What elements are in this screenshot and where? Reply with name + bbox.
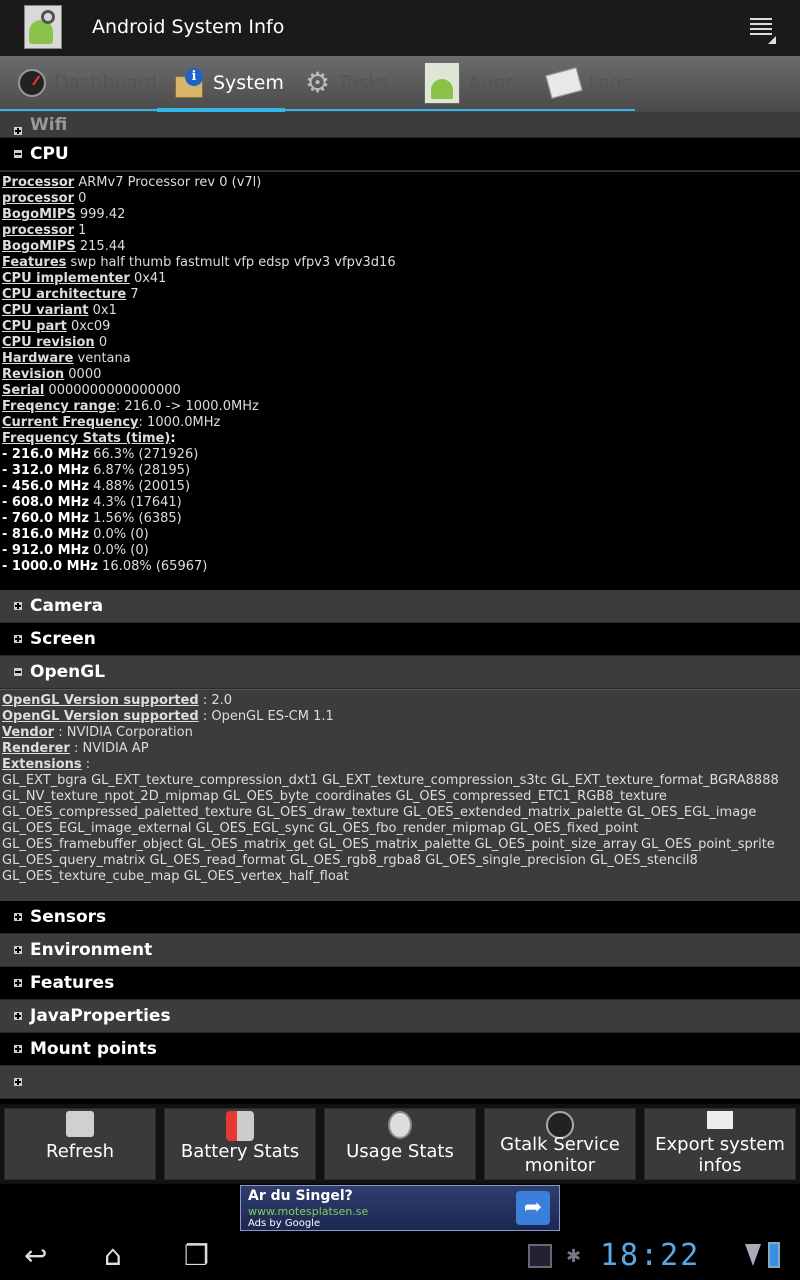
system-info-list[interactable] bbox=[0, 112, 800, 1104]
section-title: OpenGL bbox=[30, 662, 106, 682]
info-row bbox=[2, 367, 798, 383]
section-title: Wifi bbox=[30, 115, 68, 135]
info-key: Freqency range bbox=[2, 399, 116, 414]
info-value: 0000 bbox=[68, 367, 102, 382]
info-key: Extensions bbox=[2, 757, 82, 772]
info-row bbox=[2, 709, 798, 725]
info-key: CPU part bbox=[2, 319, 67, 334]
extensions-list: GL_EXT_bgra GL_EXT_texture_compression_dxt1 GL_EXT_texture_compression_s3tc GL_EXT_texture_format_BGRA8888 GL_NV_texture_npot_2D_mipmap GL_OES_byte_coordinates GL_OES_compressed_ETC1_RGB8_texture GL_OES_compressed_paletted_texture GL_OES_draw_texture GL_OES_extended_matrix_palette GL_OES_EGL_image GL_OES_EGL_image_external GL_OES_EGL_sync GL_OES_fbo_render_mipmap GL_OES_fixed_point GL_OES_framebuffer_object GL_OES_matrix_get GL_OES_matrix_palette GL_OES_point_size_array GL_OES_point_sprite GL_OES_query_matrix GL_OES_read_format GL_OES_rgb8_rgba8 GL_OES_single_precision GL_OES_stencil8 GL_OES_texture_cube_map GL_OES_vertex_half_float bbox=[2, 773, 779, 884]
ad-headline: Ar du Singel? bbox=[248, 1188, 353, 1204]
info-value: ventana bbox=[77, 351, 131, 366]
tab-bar bbox=[0, 56, 800, 112]
section-cpu[interactable] bbox=[0, 138, 800, 171]
info-value: 66.3% (271926) bbox=[93, 447, 199, 462]
button-label: Refresh bbox=[46, 1141, 114, 1162]
ad-banner[interactable] bbox=[240, 1185, 560, 1231]
action-bar bbox=[0, 0, 800, 56]
usage-stats-button[interactable] bbox=[324, 1108, 476, 1180]
tab-system[interactable] bbox=[157, 56, 285, 110]
tab-label: Apps bbox=[468, 72, 516, 94]
info-key: CPU implementer bbox=[2, 271, 130, 286]
info-row bbox=[2, 463, 798, 479]
section-title: Mount points bbox=[30, 1039, 157, 1059]
info-row bbox=[2, 335, 798, 351]
info-row bbox=[2, 447, 798, 463]
info-value: : bbox=[81, 757, 91, 772]
logs-paper-icon bbox=[545, 67, 582, 98]
info-row bbox=[2, 431, 798, 447]
info-value: 7 bbox=[130, 287, 139, 302]
dashboard-gauge-icon bbox=[18, 69, 46, 97]
info-row bbox=[2, 511, 798, 527]
tasks-gears-icon: ⚙ bbox=[305, 66, 331, 99]
info-value: 4.88% (20015) bbox=[93, 479, 191, 494]
wifi-signal-icon[interactable] bbox=[745, 1244, 761, 1266]
section-title: Environment bbox=[30, 940, 153, 960]
app-icon bbox=[24, 5, 62, 49]
expand-icon bbox=[14, 635, 22, 643]
section-opengl[interactable] bbox=[0, 656, 800, 689]
info-value: 0 bbox=[98, 335, 108, 350]
battery-status-icon[interactable] bbox=[768, 1242, 780, 1268]
info-row bbox=[2, 757, 798, 773]
info-value: : NVIDIA Corporation bbox=[54, 725, 193, 740]
info-key: - 312.0 MHz bbox=[2, 463, 89, 478]
screenshot-notification-icon[interactable] bbox=[528, 1244, 552, 1268]
tab-dashboard[interactable] bbox=[18, 56, 157, 110]
button-label: Battery Stats bbox=[180, 1141, 300, 1162]
export-system-infos-button[interactable] bbox=[644, 1108, 796, 1180]
info-key: Current Frequency bbox=[2, 415, 139, 430]
info-value: 6.87% (28195) bbox=[93, 463, 191, 478]
tab-label: System bbox=[213, 72, 284, 94]
info-value: 0x41 bbox=[133, 271, 167, 286]
info-key: - 1000.0 MHz bbox=[2, 559, 98, 574]
info-value: 0.0% (0) bbox=[93, 543, 149, 558]
info-row bbox=[2, 415, 798, 431]
ad-attribution: Ads by Google bbox=[248, 1218, 321, 1229]
info-key: Vendor bbox=[2, 725, 55, 740]
battery-stats-button[interactable] bbox=[164, 1108, 316, 1180]
section-title: CPU bbox=[30, 144, 69, 164]
tab-logs[interactable] bbox=[548, 56, 632, 110]
cpu-details bbox=[0, 171, 800, 590]
info-row bbox=[2, 255, 798, 271]
app-title: Android System Info bbox=[92, 16, 285, 38]
info-value: 1.56% (6385) bbox=[93, 511, 182, 526]
gtalk-service-monitor-button[interactable] bbox=[484, 1108, 636, 1180]
info-row bbox=[2, 479, 798, 495]
home-icon[interactable]: ⌂ bbox=[104, 1239, 122, 1272]
info-row bbox=[2, 271, 798, 287]
info-row bbox=[2, 287, 798, 303]
info-row bbox=[2, 239, 798, 255]
section-title: JavaProperties bbox=[30, 1006, 171, 1026]
tab-tasks[interactable] bbox=[305, 56, 389, 110]
section-javaproperties[interactable] bbox=[0, 1000, 800, 1033]
info-key: processor bbox=[2, 223, 74, 238]
info-row bbox=[2, 693, 798, 709]
info-key: Frequency Stats (time) bbox=[2, 431, 171, 446]
section-title: Features bbox=[30, 973, 115, 993]
button-label: Gtalk Service monitor bbox=[500, 1134, 620, 1176]
info-row bbox=[2, 383, 798, 399]
info-value: swp half thumb fastmult vfp edsp vfpv3 vfpv3d16 bbox=[70, 255, 396, 270]
debug-bug-icon[interactable]: ✱ bbox=[566, 1246, 582, 1267]
section-sensors[interactable] bbox=[0, 901, 800, 934]
section-title: Sensors bbox=[30, 907, 107, 927]
section-environment[interactable] bbox=[0, 934, 800, 967]
expand-icon bbox=[14, 1078, 22, 1086]
collapse-icon bbox=[14, 150, 22, 158]
tab-underline bbox=[0, 109, 635, 111]
info-row bbox=[2, 495, 798, 511]
info-key: CPU revision bbox=[2, 335, 95, 350]
section-features[interactable] bbox=[0, 967, 800, 1000]
tab-label: Tasks bbox=[338, 72, 390, 94]
recent-apps-icon[interactable]: ❐ bbox=[184, 1239, 210, 1272]
info-key: - 608.0 MHz bbox=[2, 495, 89, 510]
info-row bbox=[2, 319, 798, 335]
info-value: : 1000.0MHz bbox=[138, 415, 221, 430]
system-bar bbox=[0, 1232, 800, 1280]
info-value: 215.44 bbox=[79, 239, 126, 254]
tab-apps[interactable] bbox=[424, 56, 515, 110]
expand-icon bbox=[14, 1045, 22, 1053]
expand-icon bbox=[14, 913, 22, 921]
expand-icon bbox=[14, 127, 22, 135]
expand-icon bbox=[14, 979, 22, 987]
info-value: : NVIDIA AP bbox=[69, 741, 149, 756]
action-buttons bbox=[0, 1104, 800, 1184]
expand-icon bbox=[14, 946, 22, 954]
info-row bbox=[2, 725, 798, 741]
info-key: - 912.0 MHz bbox=[2, 543, 89, 558]
info-key: Processor bbox=[2, 175, 75, 190]
refresh-icon bbox=[66, 1111, 94, 1137]
refresh-button[interactable] bbox=[4, 1108, 156, 1180]
collapse-icon bbox=[14, 668, 22, 676]
info-row bbox=[2, 351, 798, 367]
info-row bbox=[2, 207, 798, 223]
info-key: CPU variant bbox=[2, 303, 89, 318]
info-row bbox=[2, 559, 798, 575]
info-value: : 216.0 -> 1000.0MHz bbox=[115, 399, 259, 414]
opengl-details bbox=[0, 689, 800, 901]
info-row bbox=[2, 175, 798, 191]
section-mount-points[interactable] bbox=[0, 1033, 800, 1066]
tab-label: Logs bbox=[588, 72, 632, 94]
info-key: OpenGL Version supported bbox=[2, 693, 199, 708]
info-row bbox=[2, 741, 798, 757]
expand-icon bbox=[14, 602, 22, 610]
system-info-icon: i bbox=[175, 68, 205, 98]
info-value: : 2.0 bbox=[198, 693, 233, 708]
info-value: 1 bbox=[78, 223, 87, 238]
info-key: Revision bbox=[2, 367, 65, 382]
info-value: 0.0% (0) bbox=[93, 527, 149, 542]
info-value: 4.3% (17641) bbox=[93, 495, 182, 510]
info-value: 0x1 bbox=[92, 303, 117, 318]
info-key: Hardware bbox=[2, 351, 74, 366]
section-wifi[interactable] bbox=[0, 112, 800, 138]
status-clock[interactable]: 18:22 bbox=[600, 1238, 701, 1273]
overflow-menu-icon[interactable] bbox=[750, 18, 772, 38]
section-camera[interactable] bbox=[0, 590, 800, 623]
ad-url: www.motesplatsen.se bbox=[248, 1205, 369, 1218]
info-row bbox=[2, 399, 798, 415]
expand-icon bbox=[14, 1012, 22, 1020]
button-label: Export system infos bbox=[655, 1134, 785, 1176]
info-row bbox=[2, 303, 798, 319]
info-value: 0000000000000000 bbox=[48, 383, 181, 398]
apps-android-icon bbox=[424, 62, 460, 104]
info-row bbox=[2, 191, 798, 207]
info-row bbox=[2, 543, 798, 559]
info-key: - 456.0 MHz bbox=[2, 479, 89, 494]
info-key: - 216.0 MHz bbox=[2, 447, 89, 462]
info-value: ARMv7 Processor rev 0 (v7l) bbox=[78, 175, 262, 190]
tab-label: Dashboard bbox=[54, 72, 158, 94]
info-key: Features bbox=[2, 255, 67, 270]
section-screen[interactable] bbox=[0, 623, 800, 656]
info-key: - 760.0 MHz bbox=[2, 511, 89, 526]
info-value: 999.42 bbox=[79, 207, 126, 222]
info-key: CPU architecture bbox=[2, 287, 127, 302]
info-value: : OpenGL ES-CM 1.1 bbox=[198, 709, 334, 724]
info-key: OpenGL Version supported bbox=[2, 709, 199, 724]
export-paper-icon bbox=[707, 1111, 733, 1129]
section-title: Screen bbox=[30, 629, 96, 649]
info-key: Serial bbox=[2, 383, 45, 398]
info-row bbox=[2, 223, 798, 239]
button-label: Usage Stats bbox=[346, 1141, 454, 1162]
info-key: - 816.0 MHz bbox=[2, 527, 89, 542]
info-value: 16.08% (65967) bbox=[102, 559, 208, 574]
info-value: 0xc09 bbox=[71, 319, 111, 334]
section-title: Camera bbox=[30, 596, 104, 616]
info-value: 0 bbox=[78, 191, 87, 206]
section-more[interactable] bbox=[0, 1066, 800, 1099]
info-key: BogoMIPS bbox=[2, 239, 76, 254]
info-colon: : bbox=[170, 431, 176, 446]
battery-icon bbox=[226, 1111, 254, 1141]
info-key: BogoMIPS bbox=[2, 207, 76, 222]
info-row bbox=[2, 527, 798, 543]
back-icon[interactable]: ↩ bbox=[24, 1239, 48, 1272]
ad-go-arrow-icon[interactable]: ➦ bbox=[516, 1191, 550, 1225]
info-key: Renderer bbox=[2, 741, 70, 756]
info-key: processor bbox=[2, 191, 74, 206]
stopwatch-icon bbox=[388, 1111, 412, 1139]
